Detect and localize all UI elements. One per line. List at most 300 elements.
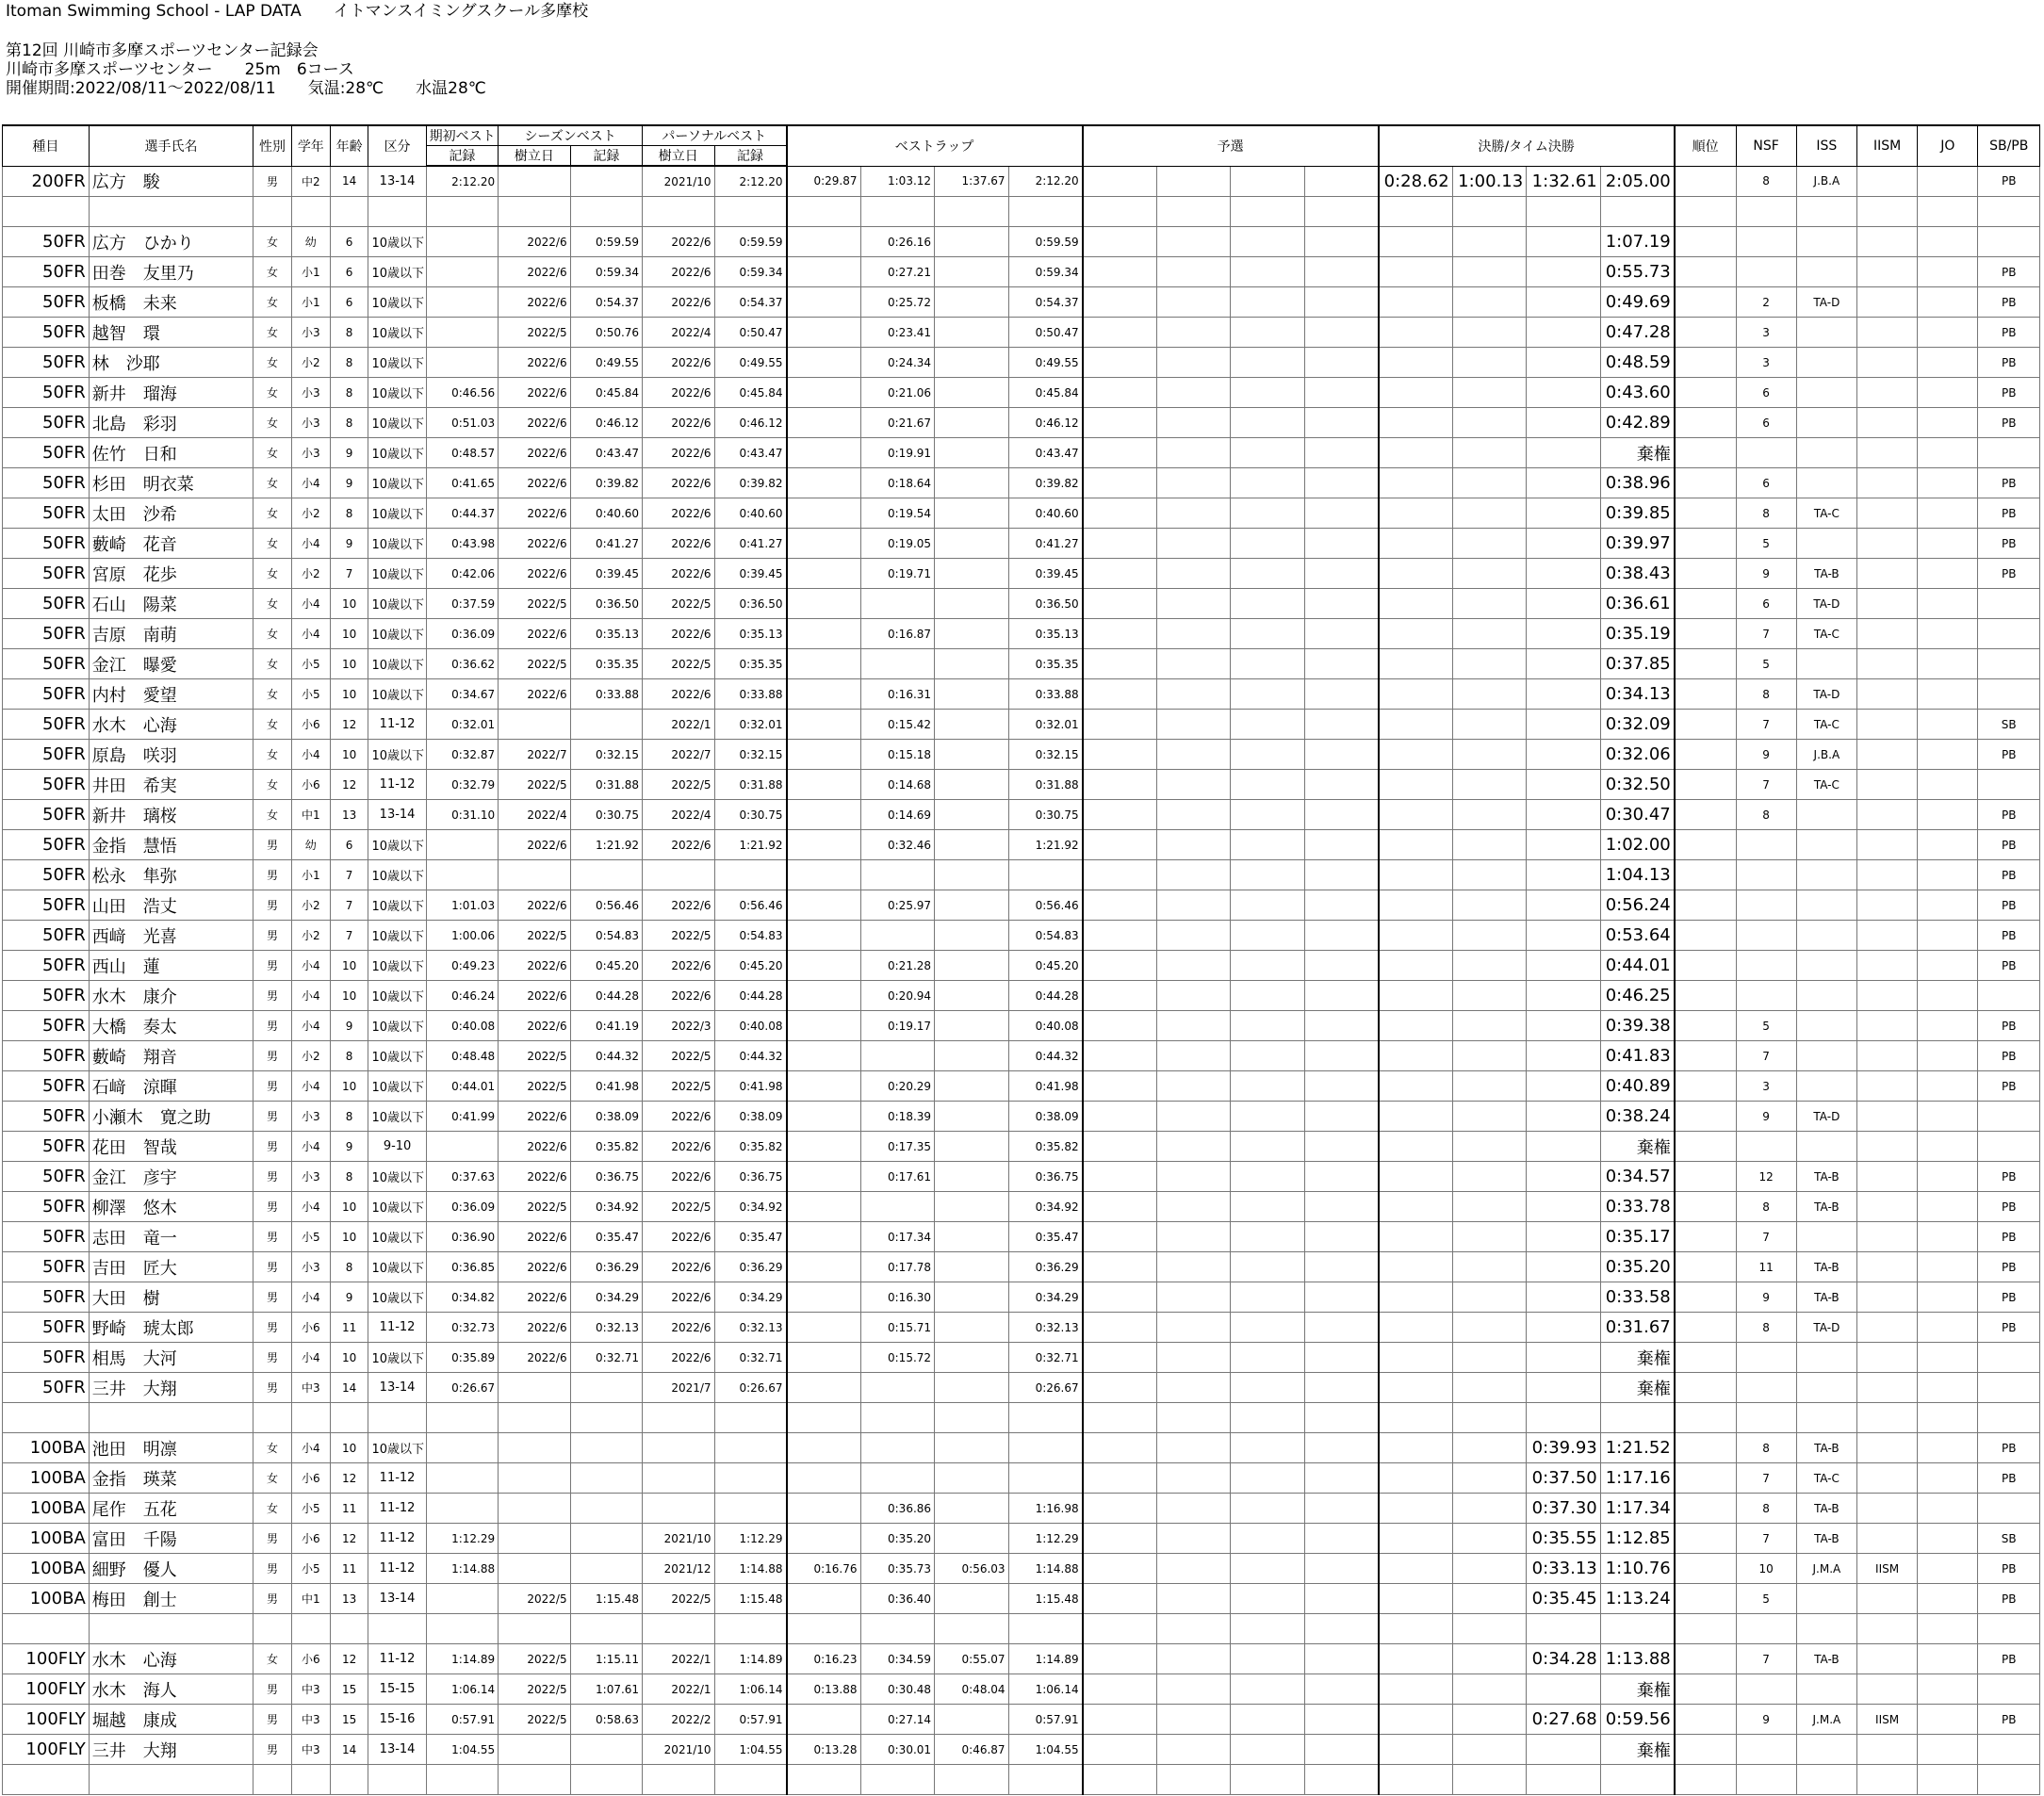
iss-cell (1796, 1071, 1856, 1102)
prelim-cell (1156, 1584, 1231, 1614)
final-split-cell (1379, 740, 1453, 770)
final-time-cell: 0:39.38 (1600, 1011, 1675, 1041)
pb-date-cell: 2022/6 (643, 408, 714, 438)
pb-date-cell: 2022/6 (643, 468, 714, 498)
final-split-cell (1527, 529, 1601, 559)
table-row (3, 408, 2040, 438)
lap-cell: 0:44.28 (1008, 981, 1083, 1011)
empty-cell (1379, 1765, 1453, 1795)
prelim-cell (1083, 800, 1157, 830)
entry-best-cell (426, 1584, 498, 1614)
gender-cell: 女 (253, 318, 292, 348)
empty-cell (935, 1614, 1009, 1644)
name-cell: 広方 ひかり (89, 227, 253, 257)
jo-cell (1918, 1222, 1978, 1252)
nsf-cell: 10 (1736, 1554, 1796, 1584)
nsf-cell (1736, 1373, 1796, 1403)
iism-cell (1856, 498, 1917, 529)
grade-cell: 小2 (291, 348, 330, 378)
prelim-cell (1231, 589, 1305, 619)
division-cell: 10歳以下 (368, 1192, 426, 1222)
entry-best-cell: 0:36.90 (426, 1222, 498, 1252)
jo-cell (1918, 318, 1978, 348)
table-row (3, 890, 2040, 921)
event-cell: 50FR (3, 559, 90, 589)
lap-cell (787, 770, 861, 800)
iss-cell: TA-C (1796, 619, 1856, 649)
col-name: 選手氏名 (89, 125, 253, 166)
name-cell: 富田 千陽 (89, 1524, 253, 1554)
rank-cell (1675, 438, 1736, 468)
grade-cell: 小3 (291, 438, 330, 468)
final-time-cell: 0:42.89 (1600, 408, 1675, 438)
entry-best-cell: 1:14.88 (426, 1554, 498, 1584)
empty-cell (1083, 1403, 1157, 1433)
pb-record-cell: 0:41.98 (714, 1071, 786, 1102)
gender-cell: 男 (253, 1011, 292, 1041)
lap-cell: 0:15.71 (860, 1313, 935, 1343)
prelim-cell (1304, 1674, 1379, 1705)
prelim-cell (1304, 1463, 1379, 1494)
empty-cell (714, 197, 786, 227)
prelim-cell (1231, 710, 1305, 740)
name-cell: 金指 慧悟 (89, 830, 253, 860)
final-split-cell (1527, 951, 1601, 981)
season-date-cell (499, 1373, 570, 1403)
lap-cell: 0:35.13 (1008, 619, 1083, 649)
season-record-cell: 1:15.11 (570, 1644, 642, 1674)
table-row (3, 1132, 2040, 1162)
age-cell: 10 (330, 619, 368, 649)
final-split-cell (1379, 649, 1453, 679)
season-record-cell: 0:49.55 (570, 348, 642, 378)
prelim-cell (1231, 1644, 1305, 1674)
prelim-cell (1156, 800, 1231, 830)
final-time-cell: 0:39.85 (1600, 498, 1675, 529)
entry-best-cell (426, 287, 498, 318)
prelim-cell (1156, 649, 1231, 679)
grade-cell: 小4 (291, 529, 330, 559)
season-date-cell: 2022/5 (499, 1071, 570, 1102)
event-cell: 50FR (3, 1071, 90, 1102)
lap-cell (787, 1132, 861, 1162)
empty-cell (935, 1403, 1009, 1433)
final-time-cell: 0:32.09 (1600, 710, 1675, 740)
season-record-cell: 0:31.88 (570, 770, 642, 800)
name-cell: 尾作 五花 (89, 1494, 253, 1524)
empty-cell (1527, 1765, 1601, 1795)
meet-name: 第12回 川崎市多摩スポーツセンター記録会 (6, 41, 319, 60)
lap-cell (935, 1524, 1009, 1554)
prelim-cell (1231, 921, 1305, 951)
lap-cell: 0:24.34 (860, 348, 935, 378)
empty-cell (787, 1765, 861, 1795)
age-cell: 10 (330, 1071, 368, 1102)
final-split-cell (1379, 287, 1453, 318)
season-record-cell: 0:38.09 (570, 1102, 642, 1132)
entry-best-cell: 0:44.01 (426, 1071, 498, 1102)
nsf-cell: 7 (1736, 1644, 1796, 1674)
age-cell: 9 (330, 529, 368, 559)
jo-cell (1918, 1011, 1978, 1041)
name-cell: 西山 蓮 (89, 951, 253, 981)
lap-cell: 0:59.34 (1008, 257, 1083, 287)
prelim-cell (1156, 1192, 1231, 1222)
prelim-cell (1083, 318, 1157, 348)
season-date-cell: 2022/6 (499, 287, 570, 318)
gender-cell: 男 (253, 1343, 292, 1373)
pb-date-cell: 2022/4 (643, 318, 714, 348)
lap-cell (935, 318, 1009, 348)
lap-cell (787, 1041, 861, 1071)
empty-cell (1675, 197, 1736, 227)
jo-cell (1918, 1554, 1978, 1584)
gender-cell: 女 (253, 1494, 292, 1524)
grade-cell: 小1 (291, 287, 330, 318)
empty-cell (1978, 1614, 2040, 1644)
prelim-cell (1156, 1554, 1231, 1584)
final-split-cell (1379, 1343, 1453, 1373)
prelim-cell (1304, 1102, 1379, 1132)
lap-cell (935, 1192, 1009, 1222)
empty-cell (787, 1614, 861, 1644)
pb-record-cell: 0:59.34 (714, 257, 786, 287)
final-split-cell (1379, 1041, 1453, 1071)
sbpb-cell: PB (1978, 408, 2040, 438)
prelim-cell (1083, 1705, 1157, 1735)
prelim-cell (1083, 890, 1157, 921)
pb-record-cell: 0:45.20 (714, 951, 786, 981)
empty-cell (1978, 197, 2040, 227)
col-grade: 学年 (291, 125, 330, 166)
empty-cell (291, 1403, 330, 1433)
col-nsf: NSF (1736, 125, 1796, 166)
lap-cell: 0:34.29 (1008, 1282, 1083, 1313)
lap-cell (787, 1524, 861, 1554)
iism-cell (1856, 1041, 1917, 1071)
sbpb-cell: PB (1978, 1011, 2040, 1041)
season-date-cell: 2022/6 (499, 1222, 570, 1252)
name-cell: 田巻 友里乃 (89, 257, 253, 287)
prelim-cell (1083, 1584, 1157, 1614)
event-cell: 100BA (3, 1433, 90, 1463)
nsf-cell (1736, 951, 1796, 981)
prelim-cell (1083, 1222, 1157, 1252)
nsf-cell: 8 (1736, 1494, 1796, 1524)
final-time-cell: 棄権 (1600, 1132, 1675, 1162)
grade-cell: 小5 (291, 679, 330, 710)
sbpb-cell (1978, 649, 2040, 679)
grade-cell: 中3 (291, 1373, 330, 1403)
sbpb-cell: PB (1978, 740, 2040, 770)
final-split-cell (1379, 498, 1453, 529)
rank-cell (1675, 649, 1736, 679)
lap-cell: 0:57.91 (1008, 1705, 1083, 1735)
pb-record-cell: 0:45.84 (714, 378, 786, 408)
lap-cell (935, 1252, 1009, 1282)
entry-best-cell: 0:42.06 (426, 559, 498, 589)
lap-cell (787, 679, 861, 710)
final-split-cell (1452, 348, 1527, 378)
gender-cell: 女 (253, 227, 292, 257)
table-row (3, 1463, 2040, 1494)
jo-cell (1918, 529, 1978, 559)
division-cell: 10歳以下 (368, 1102, 426, 1132)
prelim-cell (1083, 1252, 1157, 1282)
lap-cell: 0:32.15 (1008, 740, 1083, 770)
sbpb-cell: PB (1978, 498, 2040, 529)
event-cell: 100BA (3, 1494, 90, 1524)
event-cell: 100BA (3, 1524, 90, 1554)
final-split-cell (1379, 1252, 1453, 1282)
entry-best-cell (426, 1132, 498, 1162)
gender-cell: 女 (253, 348, 292, 378)
nsf-cell: 8 (1736, 498, 1796, 529)
name-cell: 金指 瑛菜 (89, 1463, 253, 1494)
sbpb-cell: PB (1978, 1252, 2040, 1282)
gender-cell: 男 (253, 1524, 292, 1554)
gender-cell: 男 (253, 1313, 292, 1343)
empty-cell (1452, 197, 1527, 227)
pb-date-cell: 2022/1 (643, 1674, 714, 1705)
lap-cell (787, 800, 861, 830)
prelim-cell (1231, 1132, 1305, 1162)
empty-cell (1796, 197, 1856, 227)
event-cell: 50FR (3, 227, 90, 257)
final-time-cell: 0:53.64 (1600, 921, 1675, 951)
season-date-cell: 2022/5 (499, 1705, 570, 1735)
pb-date-cell: 2022/5 (643, 1071, 714, 1102)
prelim-cell (1304, 1343, 1379, 1373)
age-cell: 6 (330, 257, 368, 287)
prelim-cell (1083, 740, 1157, 770)
gender-cell: 女 (253, 468, 292, 498)
lap-cell: 0:35.47 (1008, 1222, 1083, 1252)
empty-cell (330, 1765, 368, 1795)
lap-cell: 1:21.92 (1008, 830, 1083, 860)
lap-cell (935, 830, 1009, 860)
final-time-cell: 0:33.78 (1600, 1192, 1675, 1222)
final-split-cell (1452, 1192, 1527, 1222)
grade-cell: 小3 (291, 1252, 330, 1282)
entry-best-cell: 1:01.03 (426, 890, 498, 921)
final-split-cell (1452, 529, 1527, 559)
final-split-cell (1379, 1313, 1453, 1343)
event-cell: 50FR (3, 287, 90, 318)
rank-cell (1675, 498, 1736, 529)
grade-cell: 小6 (291, 710, 330, 740)
prelim-cell (1156, 830, 1231, 860)
jo-cell (1918, 830, 1978, 860)
grade-cell: 小4 (291, 1192, 330, 1222)
table-row (3, 740, 2040, 770)
jo-cell (1918, 1735, 1978, 1765)
table-row (3, 468, 2040, 498)
pb-record-cell: 0:32.01 (714, 710, 786, 740)
name-cell: 板橋 未来 (89, 287, 253, 318)
lap-cell (787, 921, 861, 951)
grade-cell: 小4 (291, 1343, 330, 1373)
prelim-cell (1231, 890, 1305, 921)
empty-cell (1452, 1765, 1527, 1795)
empty-cell (1527, 1403, 1601, 1433)
division-cell: 10歳以下 (368, 1041, 426, 1071)
pb-date-cell: 2022/6 (643, 1282, 714, 1313)
table-row (3, 438, 2040, 468)
pb-date-cell: 2021/10 (643, 1524, 714, 1554)
lap-cell (860, 1433, 935, 1463)
lap-cell (935, 378, 1009, 408)
season-date-cell (499, 1494, 570, 1524)
jo-cell (1918, 1041, 1978, 1071)
empty-cell (291, 1614, 330, 1644)
lap-cell: 1:04.55 (1008, 1735, 1083, 1765)
sbpb-cell: PB (1978, 1041, 2040, 1071)
lap-cell: 0:27.14 (860, 1705, 935, 1735)
col-entry-best: 期初ベスト (426, 125, 498, 146)
lap-cell: 1:16.98 (1008, 1494, 1083, 1524)
season-record-cell: 0:41.98 (570, 1071, 642, 1102)
jo-cell (1918, 890, 1978, 921)
empty-cell (253, 1614, 292, 1644)
lap-cell (935, 529, 1009, 559)
empty-cell (570, 1403, 642, 1433)
pb-date-cell: 2022/5 (643, 1041, 714, 1071)
final-split-cell: 0:35.45 (1527, 1584, 1601, 1614)
jo-cell (1918, 1162, 1978, 1192)
prelim-cell (1231, 619, 1305, 649)
division-cell: 10歳以下 (368, 1162, 426, 1192)
lap-cell: 0:16.30 (860, 1282, 935, 1313)
pb-record-cell: 0:41.27 (714, 529, 786, 559)
lap-cell (935, 1282, 1009, 1313)
nsf-cell: 5 (1736, 529, 1796, 559)
final-time-cell: 1:13.24 (1600, 1584, 1675, 1614)
empty-cell (1379, 197, 1453, 227)
pb-record-cell: 0:57.91 (714, 1705, 786, 1735)
jo-cell (1918, 257, 1978, 287)
grade-cell: 小2 (291, 559, 330, 589)
prelim-cell (1156, 1041, 1231, 1071)
col-age: 年齢 (330, 125, 368, 166)
sbpb-cell (1978, 438, 2040, 468)
sbpb-cell: SB (1978, 710, 2040, 740)
name-cell: 細野 優人 (89, 1554, 253, 1584)
name-cell: 吉原 南萌 (89, 619, 253, 649)
jo-cell (1918, 1584, 1978, 1614)
pb-date-cell: 2022/6 (643, 1222, 714, 1252)
prelim-cell (1083, 408, 1157, 438)
season-date-cell: 2022/5 (499, 1584, 570, 1614)
iss-cell (1796, 890, 1856, 921)
lap-cell: 0:45.84 (1008, 378, 1083, 408)
empty-cell (1856, 1765, 1917, 1795)
final-split-cell (1452, 589, 1527, 619)
final-split-cell (1527, 1041, 1601, 1071)
name-cell: 林 沙耶 (89, 348, 253, 378)
rank-cell (1675, 710, 1736, 740)
prelim-cell (1304, 1041, 1379, 1071)
prelim-cell (1304, 619, 1379, 649)
final-split-cell (1527, 679, 1601, 710)
gender-cell: 女 (253, 559, 292, 589)
prelim-cell (1083, 378, 1157, 408)
final-split-cell (1527, 800, 1601, 830)
event-cell: 50FR (3, 408, 90, 438)
jo-cell (1918, 1102, 1978, 1132)
division-cell: 10歳以下 (368, 529, 426, 559)
division-cell: 10歳以下 (368, 981, 426, 1011)
prelim-cell (1083, 770, 1157, 800)
prelim-cell (1083, 679, 1157, 710)
entry-best-cell (426, 830, 498, 860)
season-date-cell (499, 1524, 570, 1554)
nsf-cell: 7 (1736, 1463, 1796, 1494)
final-split-cell (1527, 1674, 1601, 1705)
empty-cell (1978, 1403, 2040, 1433)
prelim-cell (1083, 710, 1157, 740)
entry-best-cell (426, 1494, 498, 1524)
name-cell: 藪崎 翔音 (89, 1041, 253, 1071)
jo-cell (1918, 1313, 1978, 1343)
age-cell: 10 (330, 1192, 368, 1222)
empty-cell (643, 1765, 714, 1795)
lap-cell: 0:34.59 (860, 1644, 935, 1674)
prelim-cell (1231, 679, 1305, 710)
jo-cell (1918, 951, 1978, 981)
iism-cell (1856, 1735, 1917, 1765)
iss-cell: TA-B (1796, 1524, 1856, 1554)
lap-cell: 0:31.88 (1008, 770, 1083, 800)
lap-cell (935, 1584, 1009, 1614)
lap-cell: 0:33.88 (1008, 679, 1083, 710)
iism-cell (1856, 529, 1917, 559)
pb-record-cell: 0:46.12 (714, 408, 786, 438)
lap-cell: 0:19.17 (860, 1011, 935, 1041)
final-split-cell (1452, 1373, 1527, 1403)
season-record-cell: 0:50.76 (570, 318, 642, 348)
empty-cell (1796, 1765, 1856, 1795)
age-cell: 10 (330, 981, 368, 1011)
name-cell: 石山 陽菜 (89, 589, 253, 619)
division-cell: 10歳以下 (368, 740, 426, 770)
pb-date-cell: 2022/6 (643, 1252, 714, 1282)
jo-cell (1918, 348, 1978, 378)
rank-cell (1675, 1463, 1736, 1494)
entry-best-cell (426, 1463, 498, 1494)
rank-cell (1675, 981, 1736, 1011)
iss-cell (1796, 318, 1856, 348)
final-split-cell (1452, 951, 1527, 981)
final-split-cell (1452, 1011, 1527, 1041)
age-cell: 8 (330, 348, 368, 378)
pb-date-cell: 2022/6 (643, 890, 714, 921)
final-split-cell (1379, 257, 1453, 287)
prelim-cell (1083, 1192, 1157, 1222)
final-time-cell: 0:32.50 (1600, 770, 1675, 800)
final-time-cell: 棄権 (1600, 1735, 1675, 1765)
lap-cell: 0:16.76 (787, 1554, 861, 1584)
prelim-cell (1156, 498, 1231, 529)
prelim-cell (1231, 257, 1305, 287)
lap-cell: 1:03.12 (860, 166, 935, 197)
lap-cell: 0:13.28 (787, 1735, 861, 1765)
lap-cell: 0:30.48 (860, 1674, 935, 1705)
nsf-cell: 9 (1736, 1705, 1796, 1735)
final-split-cell (1379, 981, 1453, 1011)
lap-cell (787, 559, 861, 589)
empty-cell (1083, 1614, 1157, 1644)
